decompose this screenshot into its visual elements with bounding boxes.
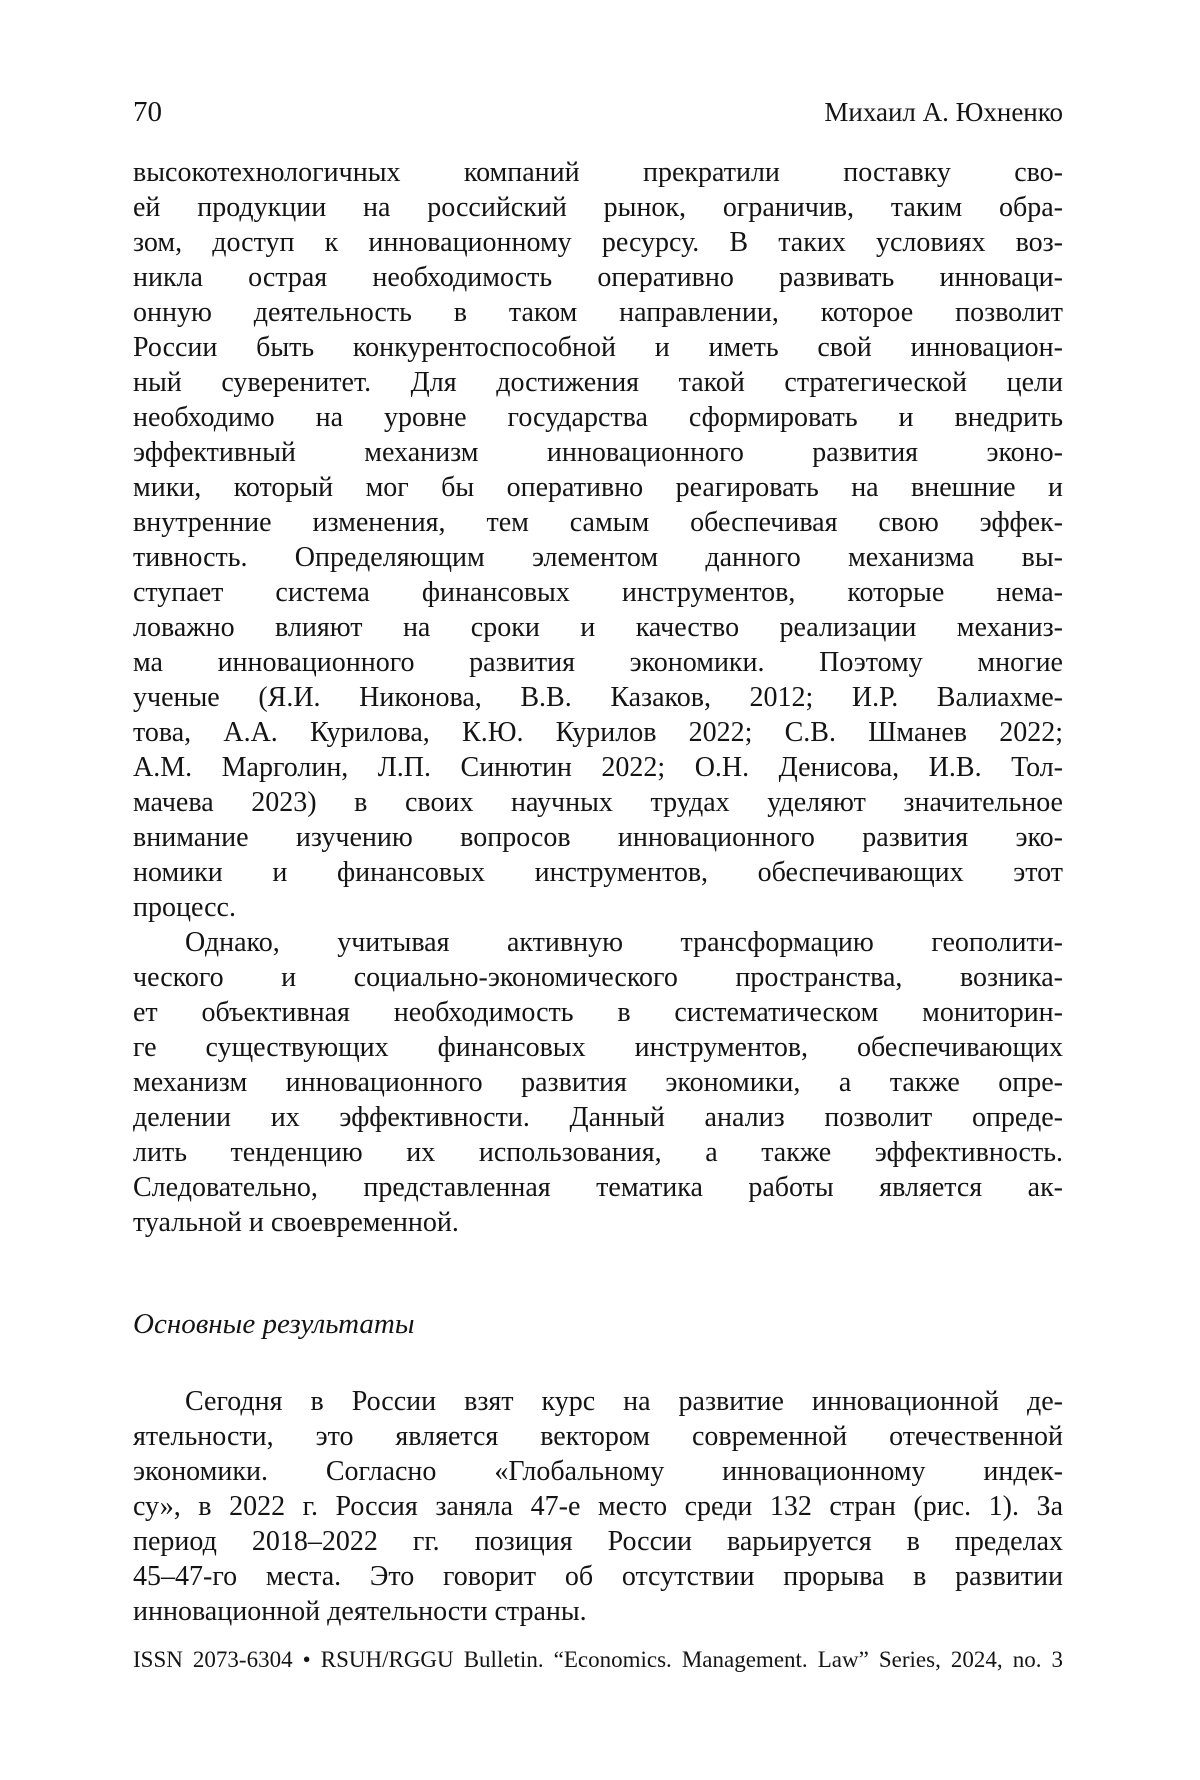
text-line: мачева 2023) в своих научных трудах уделяют значительное xyxy=(133,787,1063,818)
text-line: экономики. Согласно «Глобальному инновационному индек- xyxy=(133,1456,1063,1487)
text-line: туальной и своевременной. xyxy=(133,1207,459,1238)
text-line: России быть конкурентоспособной и иметь свой инновацион- xyxy=(133,332,1063,363)
page-number: 70 xyxy=(133,96,162,128)
text-line: мики, который мог бы оперативно реагировать на внешние и xyxy=(133,472,1063,503)
text-line: ма инновационного развития экономики. Поэтому многие xyxy=(133,647,1063,678)
text-line: ученые (Я.И. Никонова, В.В. Казаков, 2012; И.Р. Валиахме- xyxy=(133,682,1063,713)
text-line: ей продукции на российский рынок, ограничив, таким обра- xyxy=(133,192,1063,223)
text-line: онную деятельность в таком направлении, которое позволит xyxy=(133,297,1063,328)
paragraph xyxy=(133,1384,1063,1629)
text-line: высокотехнологичных компаний прекратили поставку сво- xyxy=(133,157,1063,188)
text-line: процесс. xyxy=(133,892,236,923)
text-line: 45–47-го места. Это говорит об отсутствии прорыва в развитии xyxy=(133,1561,1063,1592)
text-line: инновационной деятельности страны. xyxy=(133,1596,587,1627)
text-line: зом, доступ к инновационному ресурсу. В таких условиях воз- xyxy=(133,227,1063,258)
text-line: ет объективная необходимость в систематическом мониторин- xyxy=(133,997,1063,1028)
text-line: номики и финансовых инструментов, обеспечивающих этот xyxy=(133,857,1063,888)
page-footer xyxy=(133,1646,1063,1674)
text-line: тивность. Определяющим элементом данного механизма вы- xyxy=(133,542,1063,573)
text-line: механизм инновационного развития экономики, а также опре- xyxy=(133,1067,1063,1098)
text-line: Однако, учитывая активную трансформацию геополити- xyxy=(185,927,1063,958)
text-line: делении их эффективности. Данный анализ позволит опреде- xyxy=(133,1102,1063,1133)
text-line: ге существующих финансовых инструментов, обеспечивающих xyxy=(133,1032,1063,1063)
text-line: внимание изучению вопросов инновационного развития эко- xyxy=(133,822,1063,853)
text-line: ятельности, это является вектором современной отечественной xyxy=(133,1421,1063,1452)
text-line: А.М. Марголин, Л.П. Синютин 2022; О.Н. Денисова, И.В. Тол- xyxy=(133,752,1063,783)
footer-issn-line: ISSN 2073-6304 • RSUH/RGGU Bulletin. “Economics. Management. Law” Series, 2024, no. 3 xyxy=(133,1647,1063,1672)
running-head-author: Михаил А. Юхненко xyxy=(824,97,1063,127)
text-line: никла острая необходимость оперативно развивать инноваци- xyxy=(133,262,1063,293)
text-line: Следовательно, представленная тематика работы является ак- xyxy=(133,1172,1063,1203)
article-body xyxy=(133,155,1063,1629)
section-heading: Основные результаты xyxy=(133,1308,415,1340)
text-line: лить тенденцию их использования, а также эффективность. xyxy=(133,1137,1063,1168)
text-line: това, А.А. Курилова, К.Ю. Курилов 2022; С.В. Шманев 2022; xyxy=(133,717,1063,748)
text-line: эффективный механизм инновационного развития эконо- xyxy=(133,437,1063,468)
running-header xyxy=(133,96,1063,128)
text-line: ловажно влияют на сроки и качество реализации механиз- xyxy=(133,612,1063,643)
text-line: необходимо на уровне государства сформировать и внедрить xyxy=(133,402,1063,433)
text-line: ный суверенитет. Для достижения такой стратегической цели xyxy=(133,367,1063,398)
paragraph xyxy=(133,155,1063,925)
text-line: Сегодня в России взят курс на развитие инновационной де- xyxy=(185,1386,1063,1417)
text-line: внутренние изменения, тем самым обеспечивая свою эффек- xyxy=(133,507,1063,538)
paragraph xyxy=(133,925,1063,1240)
text-line: су», в 2022 г. Россия заняла 47-е место среди 132 стран (рис. 1). За xyxy=(133,1491,1063,1522)
text-line: ческого и социально-экономического пространства, возника- xyxy=(133,962,1063,993)
text-line: ступает система финансовых инструментов, которые нема- xyxy=(133,577,1063,608)
text-line: период 2018–2022 гг. позиция России варьируется в пределах xyxy=(133,1526,1063,1557)
